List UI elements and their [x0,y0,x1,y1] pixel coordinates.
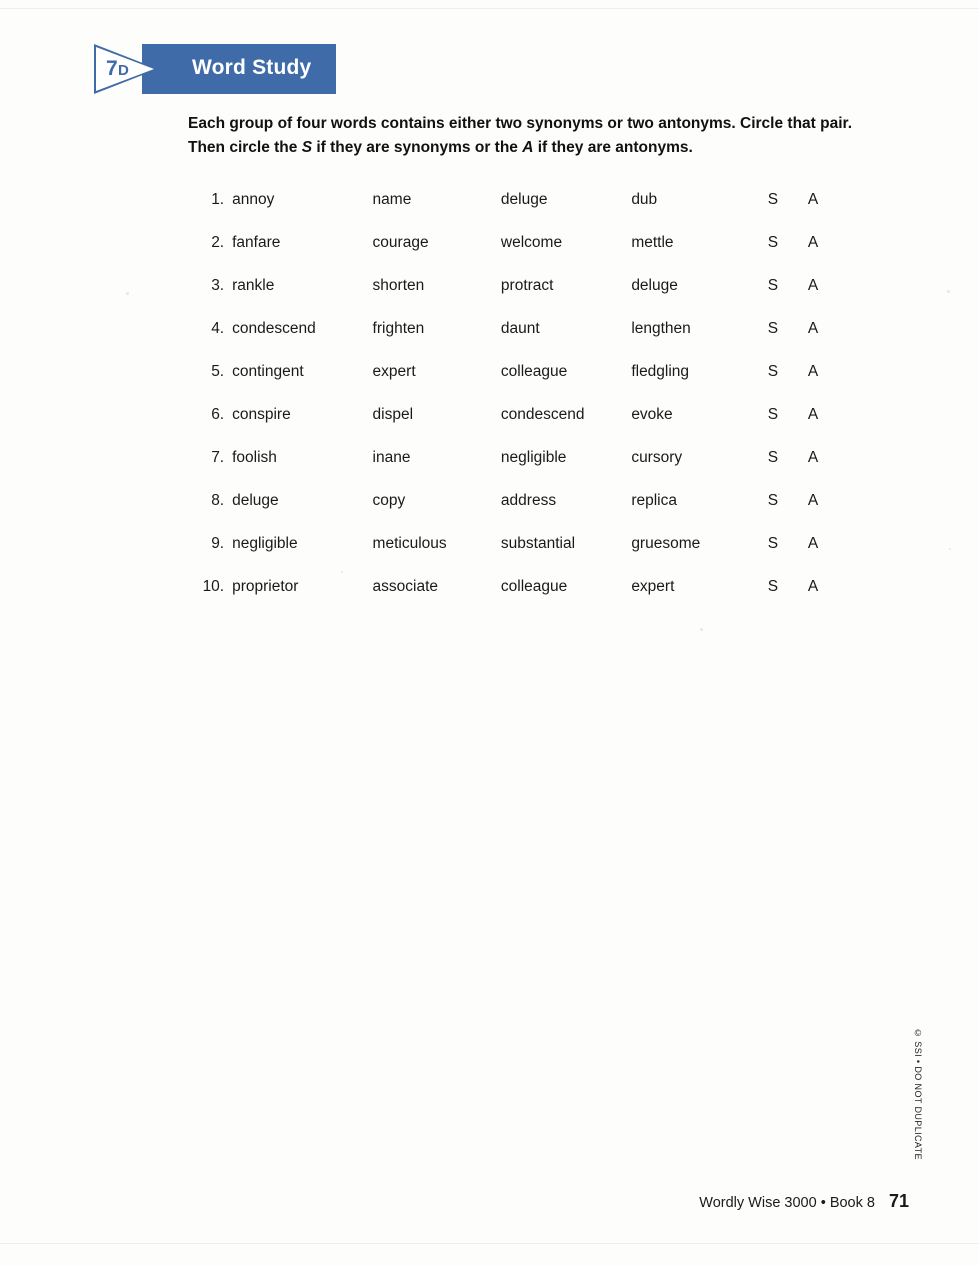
word-option-1[interactable]: fanfare [232,233,281,251]
row-number: 8. [211,491,225,509]
row-number: 1. [211,190,225,208]
word-option-2[interactable]: meticulous [372,534,447,552]
scan-edge-top [0,8,979,9]
word-option-2[interactable]: dispel [372,405,414,423]
lesson-number [106,57,129,81]
word-option-3[interactable]: colleague [500,577,568,595]
word-study-table [188,178,848,608]
word-option-2[interactable]: associate [372,577,439,595]
scan-speckle [949,548,951,550]
word-option-1[interactable]: contingent [232,362,304,380]
antonym-choice[interactable]: A [807,577,819,595]
word-option-2[interactable]: shorten [372,276,425,294]
word-option-4[interactable]: replica [631,491,677,509]
row-number: 10. [202,577,225,595]
scan-edge-bottom [0,1243,979,1244]
word-option-1[interactable]: deluge [232,491,279,509]
copyright-note: © SSI • DO NOT DUPLICATE [913,1028,923,1160]
synonym-choice[interactable]: S [767,233,779,251]
word-option-4[interactable]: mettle [631,233,674,251]
word-option-3[interactable]: protract [500,276,554,294]
word-option-4[interactable]: expert [631,577,675,595]
word-option-2[interactable]: name [372,190,412,208]
synonym-choice[interactable]: S [767,276,779,294]
scan-speckle [700,628,703,631]
antonym-choice[interactable]: A [807,319,819,337]
antonym-choice[interactable]: A [807,190,819,208]
antonym-choice[interactable]: A [807,362,819,380]
word-option-3[interactable]: substantial [500,534,576,552]
word-option-1[interactable]: conspire [232,405,291,423]
synonym-choice[interactable]: S [767,362,779,380]
instructions-text: Each group of four words contains either two synonyms or two antonyms. Circle that pair. Then circle the S if they are synonyms or the A if they are antonyms. [188,115,853,157]
word-option-4[interactable]: evoke [631,405,673,423]
table-row [188,565,848,608]
row-number: 9. [211,534,225,552]
synonym-choice[interactable]: S [767,577,779,595]
word-option-4[interactable]: fledgling [631,362,690,380]
antonym-choice[interactable]: A [807,448,819,466]
table-row [188,479,848,522]
section-title: Word Study [192,56,312,79]
table-row [188,522,848,565]
synonym-choice[interactable]: S [767,491,779,509]
word-option-4[interactable]: cursory [631,448,683,466]
scan-speckle [126,292,129,295]
synonym-choice[interactable]: S [767,448,779,466]
word-option-2[interactable]: copy [372,491,406,509]
word-option-1[interactable]: foolish [232,448,277,466]
table-row [188,221,848,264]
row-number: 5. [211,362,225,380]
synonym-choice[interactable]: S [767,190,779,208]
footer-source: Wordly Wise 3000 • Book 8 [699,1195,875,1211]
lesson-number-value: 7 [106,57,118,80]
word-option-2[interactable]: courage [372,233,429,251]
antonym-choice[interactable]: A [807,491,819,509]
word-option-3[interactable]: colleague [500,362,568,380]
table-row [188,350,848,393]
word-option-1[interactable]: proprietor [232,577,299,595]
row-number: 2. [211,233,225,251]
synonym-choice[interactable]: S [767,405,779,423]
word-option-3[interactable]: negligible [500,448,567,466]
synonym-choice[interactable]: S [767,534,779,552]
lesson-letter: D [117,62,130,79]
table-row [188,307,848,350]
word-option-2[interactable]: expert [372,362,416,380]
word-study-rows [188,178,848,608]
table-row [188,393,848,436]
word-option-3[interactable]: welcome [500,233,563,251]
scan-speckle [947,290,950,293]
word-option-3[interactable]: daunt [500,319,540,337]
word-option-4[interactable]: dub [631,190,658,208]
word-option-4[interactable]: deluge [631,276,678,294]
word-option-1[interactable]: annoy [232,190,275,208]
synonym-choice[interactable]: S [767,319,779,337]
row-number: 6. [211,405,225,423]
word-option-2[interactable]: inane [372,448,411,466]
table-row [188,178,848,221]
word-option-3[interactable]: address [500,491,557,509]
page-number: 71 [888,1191,909,1211]
row-number: 4. [211,319,225,337]
antonym-choice[interactable]: A [807,534,819,552]
page-footer [699,1191,909,1212]
lesson-banner [94,44,336,94]
table-row [188,264,848,307]
word-option-3[interactable]: deluge [500,190,548,208]
antonym-choice[interactable]: A [807,233,819,251]
word-option-2[interactable]: frighten [372,319,425,337]
word-option-3[interactable]: condescend [500,405,585,423]
row-number: 7. [211,448,225,466]
word-option-1[interactable]: rankle [232,276,275,294]
word-option-1[interactable]: condescend [232,319,316,337]
antonym-choice[interactable]: A [807,276,819,294]
antonym-choice[interactable]: A [807,405,819,423]
table-row [188,436,848,479]
word-option-4[interactable]: lengthen [631,319,691,337]
row-number: 3. [211,276,225,294]
word-option-4[interactable]: gruesome [631,534,701,552]
word-option-1[interactable]: negligible [232,534,298,552]
